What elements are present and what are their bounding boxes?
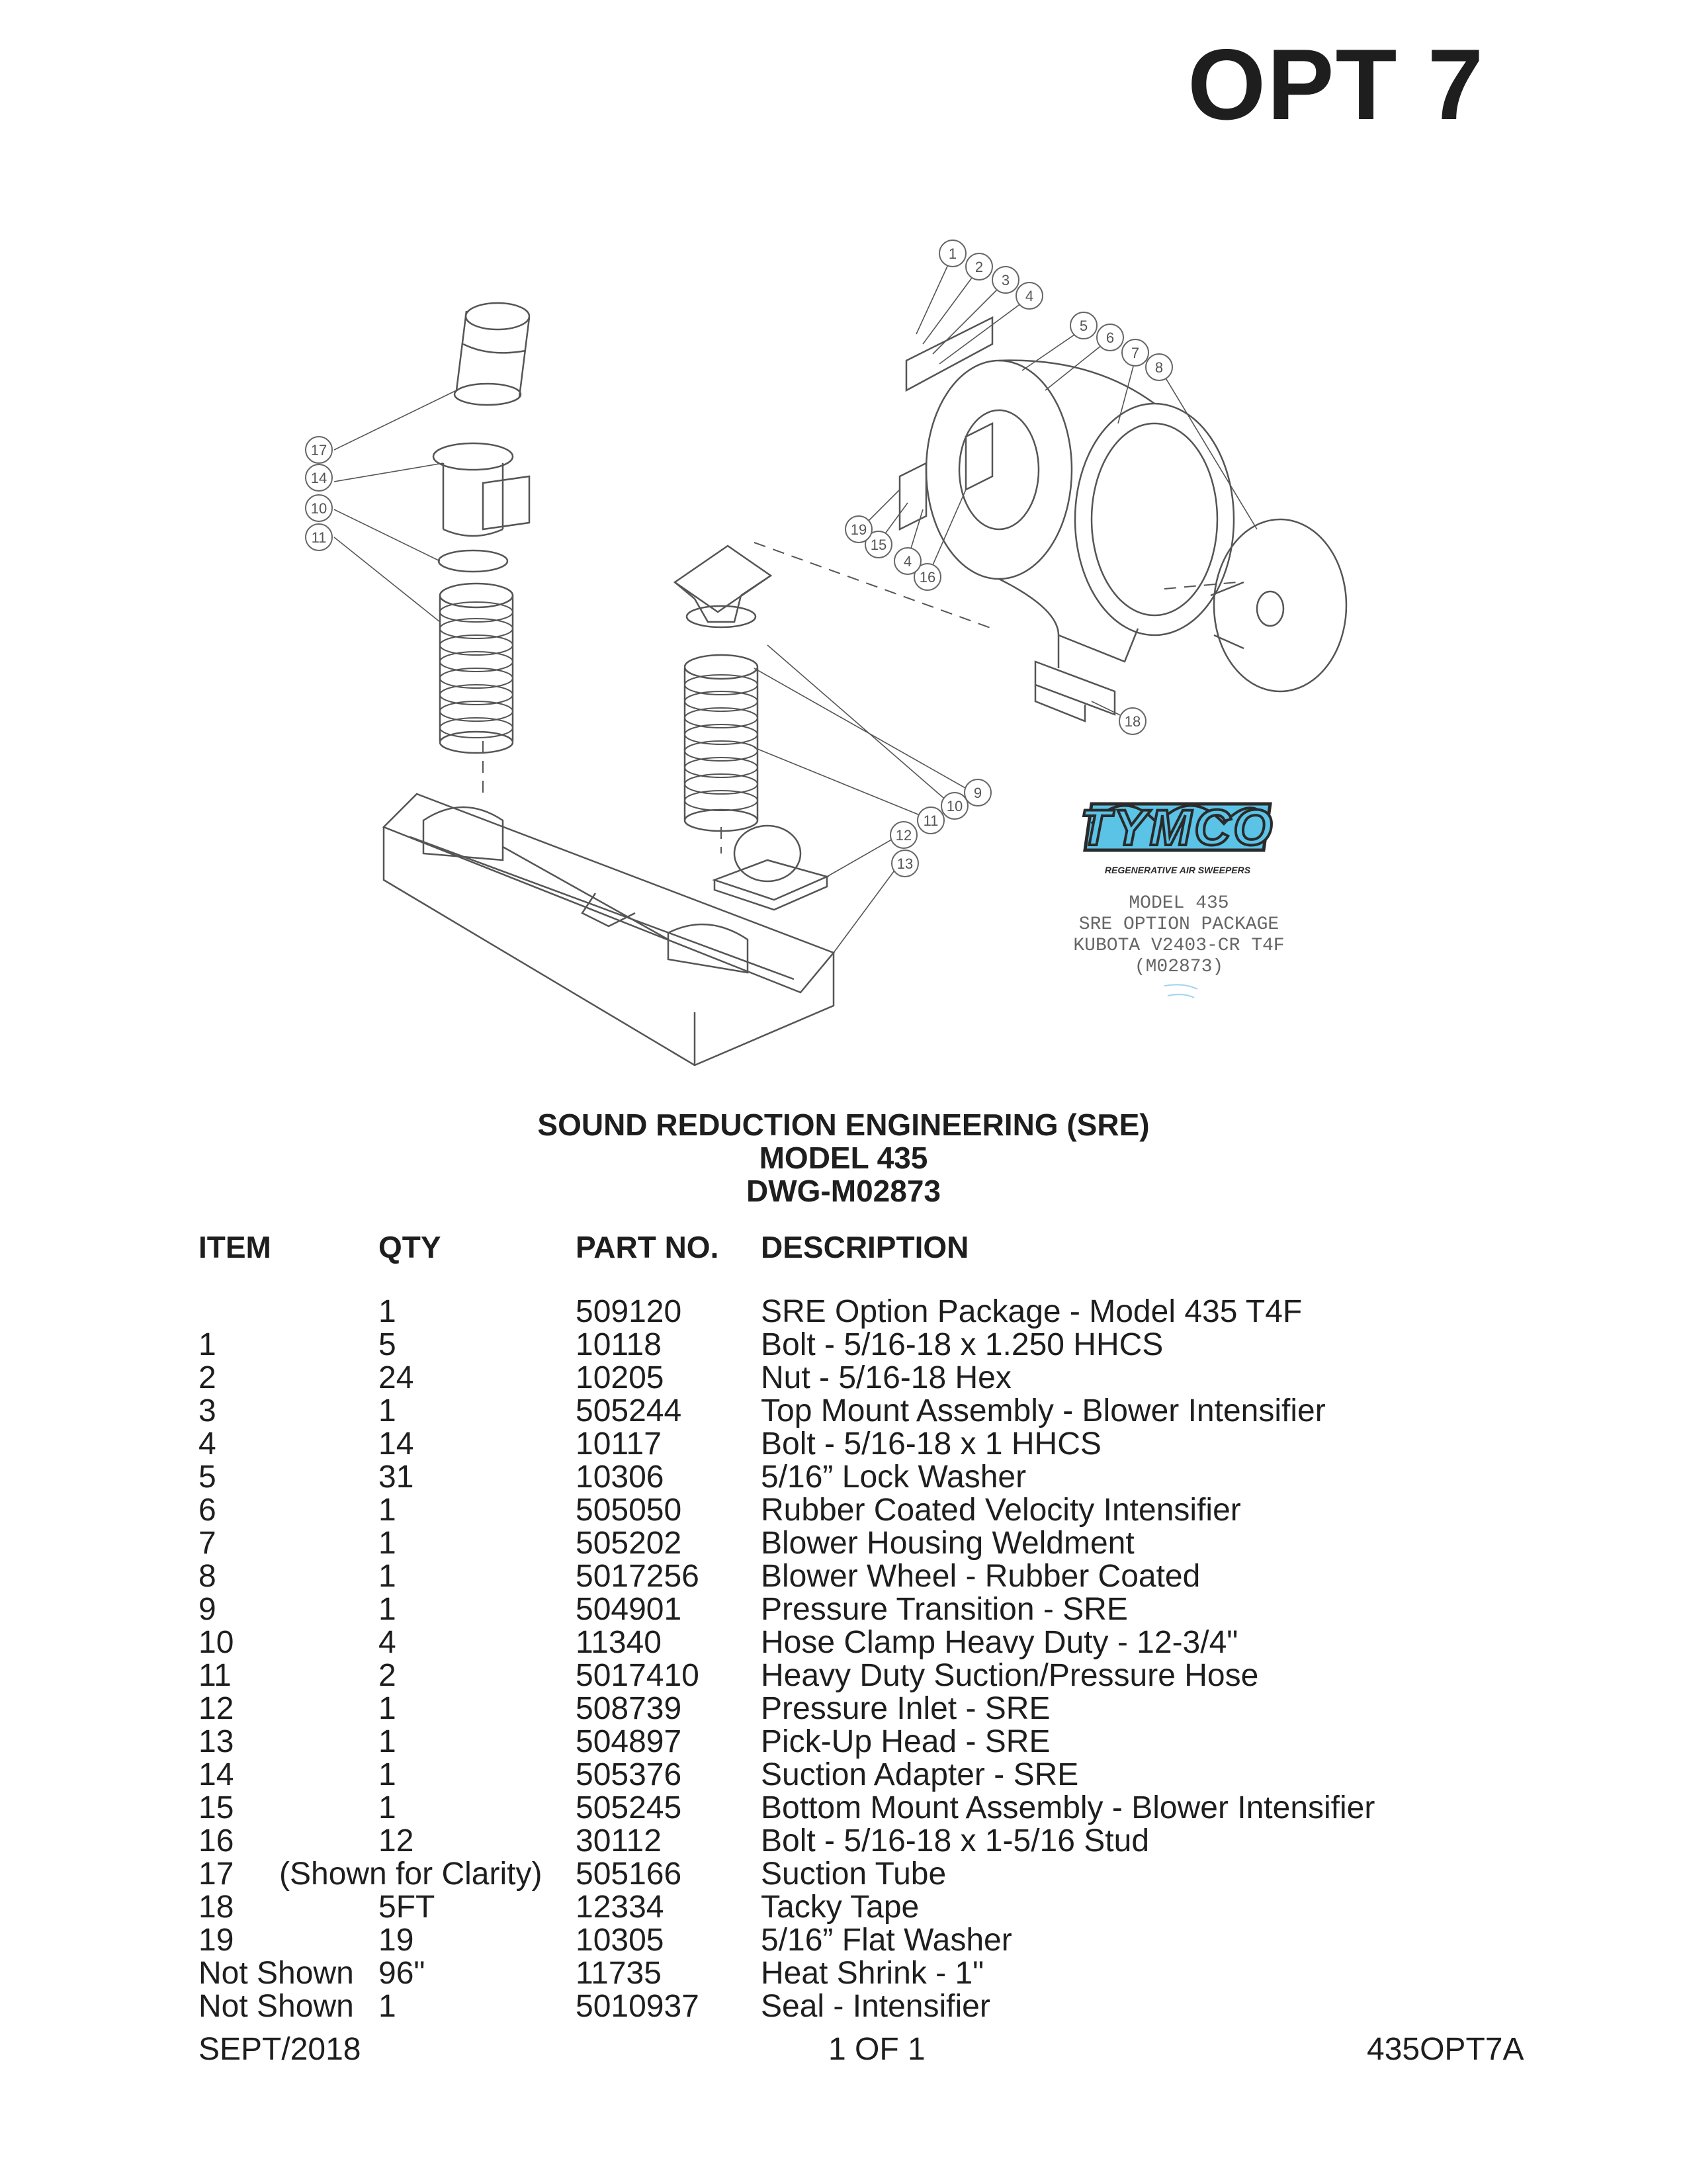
- pick-up-head-part: [384, 794, 834, 1065]
- footer-date: SEPT/2018: [198, 2032, 361, 2067]
- row-description: Blower Housing Weldment: [761, 1526, 1135, 1561]
- row-item: 11: [198, 1658, 232, 1693]
- callout-17: [306, 437, 332, 463]
- row-description: 5/16” Flat Washer: [761, 1923, 1012, 1958]
- svg-text:11: 11: [923, 812, 939, 829]
- svg-text:17: 17: [310, 442, 327, 459]
- table-row: [0, 1560, 1687, 1593]
- row-description: SRE Option Package - Model 435 T4F: [761, 1294, 1303, 1329]
- callout-6: [1097, 324, 1123, 351]
- row-item: 8: [198, 1559, 216, 1594]
- row-item: 12: [198, 1691, 234, 1726]
- row-part-no: 11735: [576, 1956, 662, 1991]
- table-row: [0, 1295, 1687, 1329]
- row-qty: 1: [378, 1691, 396, 1726]
- row-item: 3: [198, 1393, 216, 1428]
- footer-document-code: 435OPT7A: [1367, 2032, 1524, 2067]
- svg-text:10: 10: [946, 798, 963, 814]
- row-item: 6: [198, 1493, 216, 1528]
- row-qty: 14: [378, 1426, 414, 1462]
- row-qty: (Shown for Clarity): [279, 1856, 542, 1892]
- row-qty: 1: [378, 1989, 396, 2024]
- row-part-no: 10118: [576, 1327, 662, 1362]
- row-qty: 1: [378, 1526, 396, 1561]
- row-part-no: 5017410: [576, 1658, 699, 1693]
- svg-text:14: 14: [310, 470, 327, 486]
- row-part-no: 11340: [576, 1625, 662, 1660]
- svg-text:KUBOTA V2403-CR T4F: KUBOTA V2403-CR T4F: [1073, 936, 1285, 956]
- row-description: Bolt - 5/16-18 x 1-5/16 Stud: [761, 1823, 1150, 1858]
- callout-9: [965, 779, 991, 806]
- row-part-no: 504901: [576, 1592, 682, 1627]
- row-description: Heat Shrink - 1": [761, 1956, 984, 1991]
- row-part-no: 10306: [576, 1460, 664, 1495]
- row-part-no: 12334: [576, 1890, 664, 1925]
- table-row: [0, 1924, 1687, 1957]
- row-part-no: 10305: [576, 1923, 664, 1958]
- row-item: 14: [198, 1757, 234, 1792]
- table-row: [0, 1725, 1687, 1759]
- row-description: Bottom Mount Assembly - Blower Intensifier: [761, 1790, 1375, 1825]
- callout-8: [1146, 354, 1172, 380]
- option-label: OPT 7: [1188, 28, 1485, 141]
- svg-text:11: 11: [311, 529, 327, 546]
- row-item: 18: [198, 1890, 234, 1925]
- svg-text:19: 19: [850, 521, 867, 538]
- row-item: 1: [198, 1327, 216, 1362]
- row-description: Tacky Tape: [761, 1890, 920, 1925]
- table-row: [0, 1395, 1687, 1428]
- row-part-no: 505202: [576, 1526, 682, 1561]
- row-qty: 1: [378, 1294, 396, 1329]
- row-part-no: 508739: [576, 1691, 682, 1726]
- svg-text:10: 10: [310, 500, 327, 517]
- table-row: [0, 1494, 1687, 1527]
- svg-text:6: 6: [1105, 329, 1115, 346]
- table-row: [0, 1792, 1687, 1825]
- svg-text:15: 15: [870, 537, 887, 553]
- row-qty: 31: [378, 1460, 414, 1495]
- table-row: [0, 1329, 1687, 1362]
- row-qty: 1: [378, 1493, 396, 1528]
- row-qty: 96": [378, 1956, 425, 1991]
- svg-text:1: 1: [948, 245, 957, 262]
- callout-18: [1119, 708, 1146, 734]
- row-item: 15: [198, 1790, 234, 1825]
- row-item: Not Shown: [198, 1956, 354, 1991]
- row-item: 5: [198, 1460, 216, 1495]
- row-item: 10: [198, 1625, 234, 1660]
- row-description: Seal - Intensifier: [761, 1989, 990, 2024]
- row-item: 16: [198, 1823, 234, 1858]
- callout-4b: [894, 548, 921, 574]
- suction-adapter-part: [433, 443, 529, 536]
- header-description: DESCRIPTION: [761, 1230, 969, 1264]
- table-row: [0, 1626, 1687, 1659]
- svg-text:5: 5: [1079, 318, 1088, 334]
- row-part-no: 505050: [576, 1493, 682, 1528]
- svg-text:4: 4: [903, 553, 912, 570]
- row-part-no: 10205: [576, 1360, 664, 1395]
- row-part-no: 505166: [576, 1856, 682, 1892]
- header-qty: QTY: [378, 1230, 441, 1264]
- table-row: [0, 1692, 1687, 1725]
- row-description: Blower Wheel - Rubber Coated: [761, 1559, 1201, 1594]
- svg-text:18: 18: [1124, 713, 1141, 730]
- row-part-no: 5010937: [576, 1989, 699, 2024]
- row-qty: 1: [378, 1790, 396, 1825]
- row-part-no: 30112: [576, 1823, 662, 1858]
- table-row: [0, 1428, 1687, 1461]
- callout-13: [892, 850, 918, 877]
- pressure-transition-part: [675, 546, 771, 622]
- left-hose-part: [440, 584, 513, 753]
- row-item: Not Shown: [198, 1989, 354, 2024]
- table-row: [0, 1891, 1687, 1924]
- row-qty: 5FT: [378, 1890, 435, 1925]
- row-item: 17: [198, 1856, 234, 1892]
- callout-11b: [306, 524, 332, 550]
- row-item: 9: [198, 1592, 216, 1627]
- row-part-no: 504897: [576, 1724, 682, 1759]
- row-description: 5/16” Lock Washer: [761, 1460, 1027, 1495]
- row-item: 4: [198, 1426, 216, 1462]
- row-item: 19: [198, 1923, 234, 1958]
- row-item: 2: [198, 1360, 216, 1395]
- svg-text:TYMCO: TYMCO: [1080, 800, 1276, 856]
- row-qty: 1: [378, 1559, 396, 1594]
- callout-10: [941, 793, 968, 819]
- row-description: Pick-Up Head - SRE: [761, 1724, 1051, 1759]
- row-qty: 5: [378, 1327, 396, 1362]
- heading-title: SOUND REDUCTION ENGINEERING (SRE): [537, 1108, 1150, 1142]
- callout-12: [890, 822, 917, 848]
- callout-14: [306, 464, 332, 491]
- row-qty: 1: [378, 1724, 396, 1759]
- tymco-logo: [1080, 800, 1275, 875]
- row-qty: 12: [378, 1823, 414, 1858]
- heading-model: MODEL 435: [759, 1141, 928, 1175]
- callout-3: [992, 267, 1019, 293]
- table-row: [0, 1362, 1687, 1395]
- parts-table-header: [0, 1231, 1687, 1264]
- svg-text:2: 2: [974, 259, 984, 275]
- row-qty: 24: [378, 1360, 414, 1395]
- parts-table: [0, 1231, 1687, 2023]
- pressure-inlet-part: [714, 826, 827, 910]
- callout-11: [918, 807, 944, 834]
- row-qty: 4: [378, 1625, 396, 1660]
- right-hose-part: [685, 655, 757, 831]
- svg-text:13: 13: [896, 855, 914, 872]
- row-description: Hose Clamp Heavy Duty - 12-3/4": [761, 1625, 1238, 1660]
- svg-text:REGENERATIVE AIR SWEEPERS: REGENERATIVE AIR SWEEPERS: [1104, 865, 1251, 875]
- row-qty: 1: [378, 1592, 396, 1627]
- table-row: [0, 1957, 1687, 1990]
- row-qty: 2: [378, 1658, 396, 1693]
- row-part-no: 505244: [576, 1393, 682, 1428]
- heading-drawing-number: DWG-M02873: [746, 1174, 941, 1208]
- svg-text:(M02873): (M02873): [1134, 957, 1224, 977]
- row-description: Rubber Coated Velocity Intensifier: [761, 1493, 1241, 1528]
- table-row: [0, 1527, 1687, 1560]
- row-qty: 1: [378, 1393, 396, 1428]
- table-row: [0, 1825, 1687, 1858]
- table-row: [0, 1659, 1687, 1692]
- row-qty: 19: [378, 1923, 414, 1958]
- row-part-no: 505376: [576, 1757, 682, 1792]
- svg-text:4: 4: [1025, 288, 1034, 304]
- svg-text:12: 12: [895, 827, 912, 844]
- row-description: Bolt - 5/16-18 x 1.250 HHCS: [761, 1327, 1164, 1362]
- table-row: [0, 1461, 1687, 1494]
- svg-text:3: 3: [1001, 272, 1010, 288]
- callout-5: [1070, 312, 1097, 339]
- svg-text:8: 8: [1154, 359, 1164, 376]
- table-row: [0, 1759, 1687, 1792]
- header-item: ITEM: [198, 1230, 271, 1264]
- callout-2: [966, 253, 992, 280]
- table-row: [0, 1990, 1687, 2023]
- suction-tube-part: [454, 303, 529, 405]
- svg-text:9: 9: [973, 785, 982, 801]
- callout-19: [845, 516, 872, 543]
- header-part-no: PART NO.: [576, 1230, 719, 1264]
- svg-text:16: 16: [919, 569, 936, 586]
- table-row: [0, 1858, 1687, 1891]
- row-description: Heavy Duty Suction/Pressure Hose: [761, 1658, 1259, 1693]
- table-row: [0, 1593, 1687, 1626]
- row-description: Pressure Transition - SRE: [761, 1592, 1128, 1627]
- svg-text:SRE OPTION PACKAGE: SRE OPTION PACKAGE: [1078, 914, 1279, 935]
- row-description: Nut - 5/16-18 Hex: [761, 1360, 1012, 1395]
- row-description: Suction Adapter - SRE: [761, 1757, 1079, 1792]
- callout-1: [939, 240, 966, 267]
- row-part-no: 5017256: [576, 1559, 699, 1594]
- svg-text:MODEL 435: MODEL 435: [1129, 893, 1229, 914]
- svg-text:7: 7: [1131, 345, 1140, 361]
- row-item: 13: [198, 1724, 234, 1759]
- callout-7: [1122, 339, 1148, 366]
- row-part-no: 10117: [576, 1426, 662, 1462]
- row-description: Top Mount Assembly - Blower Intensifier: [761, 1393, 1326, 1428]
- logo-stamp: [1073, 893, 1284, 977]
- callout-10b: [306, 495, 332, 521]
- row-description: Pressure Inlet - SRE: [761, 1691, 1051, 1726]
- row-part-no: 509120: [576, 1294, 682, 1329]
- callout-4: [1016, 283, 1043, 309]
- row-description: Suction Tube: [761, 1856, 947, 1892]
- row-qty: 1: [378, 1757, 396, 1792]
- row-description: Bolt - 5/16-18 x 1 HHCS: [761, 1426, 1102, 1462]
- document-heading: [0, 1108, 1687, 1207]
- row-item: 7: [198, 1526, 216, 1561]
- row-part-no: 505245: [576, 1790, 682, 1825]
- footer-page-number: 1 OF 1: [828, 2032, 926, 2067]
